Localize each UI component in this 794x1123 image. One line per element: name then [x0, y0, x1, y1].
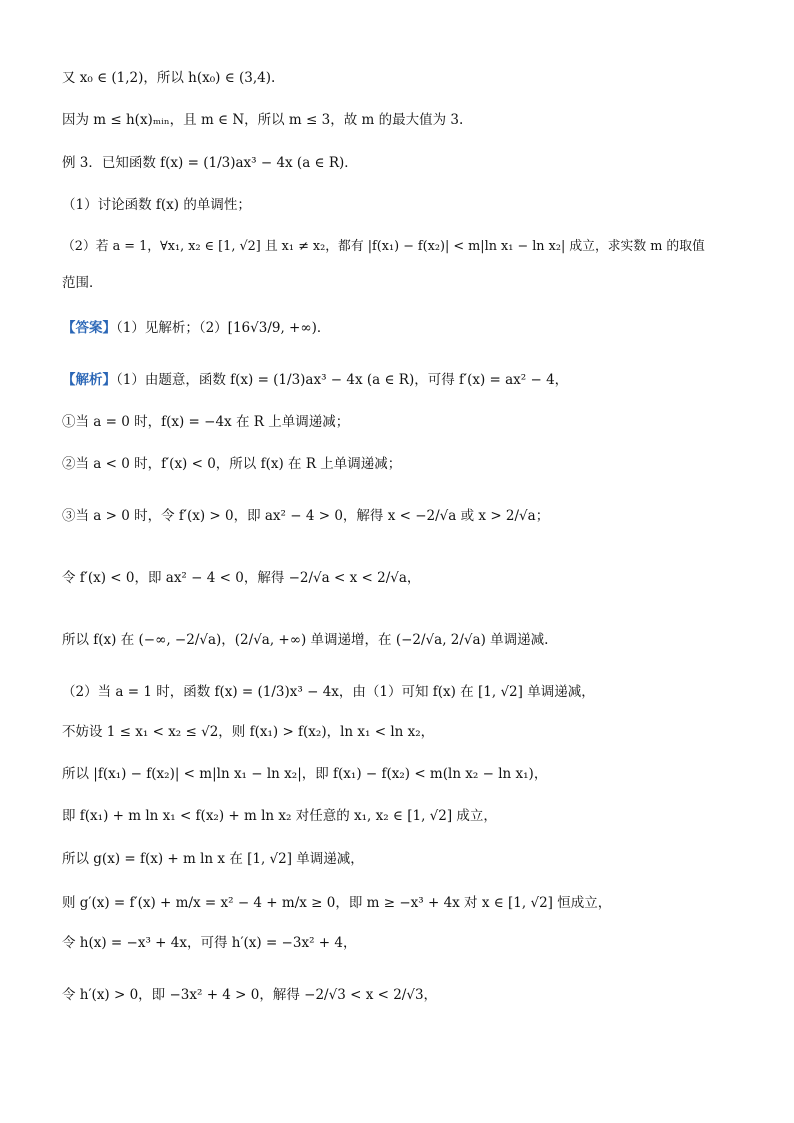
derivative-line: 则 g′(x) = f′(x) + m/x = x² − 4 + m/x ≥ 0，即 m ≥ −x³ + 4x 对 x ∈ [1, √2] 恒成立，: [62, 895, 612, 911]
case-1: ①当 a = 0 时，f(x) = −4x 在 R 上单调递减；: [62, 414, 350, 430]
part-2-solution: （2）当 a = 1 时，函数 f(x) = (1/3)x³ − 4x，由（1）可知 f(x) 在 [1, √2] 单调递减，: [62, 684, 595, 700]
equivalent-line: 即 f(x₁) + m ln x₁ < f(x₂) + m ln x₂ 对任意的 x₁, x₂ ∈ [1, √2] 成立，: [62, 808, 497, 824]
monotonic-summary: 所以 f(x) 在 (−∞, −2/√a)，(2/√a, +∞) 单调递增，在 (−2/√a, 2/√a) 单调递减.: [62, 632, 549, 648]
text-line-2: 因为 m ≤ h(x)ₘᵢₙ，且 m ∈ N，所以 m ≤ 3，故 m 的最大值为 3.: [62, 112, 464, 128]
analysis-tag: 【解析】: [62, 372, 116, 388]
inequality-line: 所以 |f(x₁) − f(x₂)| < m|ln x₁ − ln x₂|，即 f(x₁) − f(x₂) < m(ln x₂ − ln x₁)，: [62, 766, 548, 782]
question-part-1: （1）讨论函数 f(x) 的单调性；: [62, 197, 251, 213]
analysis-line: [62, 370, 732, 390]
analysis-text: （1）由题意，函数 f(x) = (1/3)ax³ − 4x (a ∈ R)，可得 f′(x) = ax² − 4，: [116, 372, 569, 388]
case-2: ②当 a < 0 时，f′(x) < 0，所以 f(x) 在 R 上单调递减；: [62, 456, 402, 472]
answer-tag: 【答案】: [62, 320, 116, 336]
h-derivative-line: 令 h′(x) > 0，即 −3x² + 4 > 0，解得 −2/√3 < x < 2/√3，: [62, 987, 438, 1003]
answer-text: （1）见解析；（2）[16√3/9, +∞)．: [116, 320, 331, 336]
text-line-1: 又 x₀ ∈ (1,2)，所以 h(x₀) ∈ (3,4).: [62, 70, 276, 86]
g-function-line: 所以 g(x) = f(x) + m ln x 在 [1, √2] 单调递减，: [62, 851, 364, 867]
question-part-2-cont: 范围．: [62, 275, 103, 291]
case-3-cont: 令 f′(x) < 0，即 ax² − 4 < 0，解得 −2/√a < x < 2/√a，: [62, 570, 421, 586]
example-title: 例 3．已知函数 f(x) = (1/3)ax³ − 4x (a ∈ R)．: [62, 155, 358, 171]
answer-line: [62, 318, 732, 338]
h-function-line: 令 h(x) = −x³ + 4x，可得 h′(x) = −3x² + 4，: [62, 935, 357, 951]
assume-line: 不妨设 1 ≤ x₁ < x₂ ≤ √2，则 f(x₁) > f(x₂)，ln x₁ < ln x₂，: [62, 724, 435, 740]
question-part-2: （2）若 a = 1，∀x₁, x₂ ∈ [1, √2] 且 x₁ ≠ x₂，都有 |f(x₁) − f(x₂)| < m|ln x₁ − ln x₂| 成立，求实数 m 的取值: [62, 239, 705, 254]
case-3: ③当 a > 0 时，令 f′(x) > 0，即 ax² − 4 > 0，解得 x < −2/√a 或 x > 2/√a；: [62, 508, 550, 524]
